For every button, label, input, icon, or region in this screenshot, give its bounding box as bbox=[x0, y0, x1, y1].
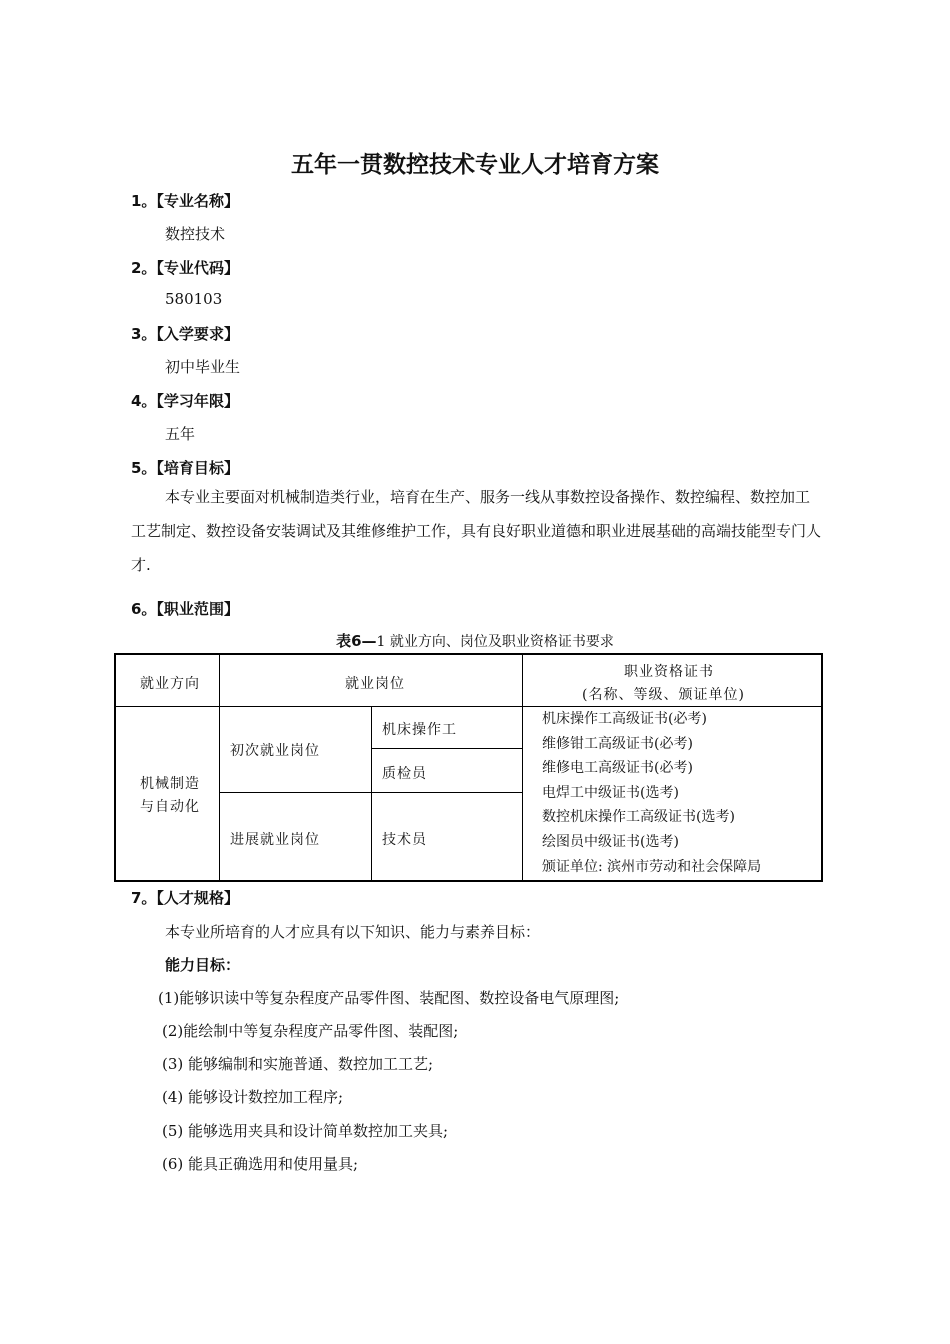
admission-value: 初中毕业生 bbox=[165, 358, 241, 376]
post-machine-operator: 机床操作工 bbox=[382, 722, 457, 738]
table-group-divider bbox=[219, 792, 522, 793]
certificate-item: 维修钳工高级证书(必考) bbox=[542, 735, 693, 752]
table-post-divider bbox=[371, 748, 522, 749]
post-quality-inspector: 质检员 bbox=[382, 766, 427, 782]
direction-line2: 与自动化 bbox=[140, 799, 200, 815]
table-caption bbox=[0, 630, 950, 651]
certificate-issuer: 颁证单位: 滨州市劳动和社会保障局 bbox=[542, 858, 762, 875]
direction-line1: 机械制造 bbox=[140, 776, 200, 792]
table-caption-text: 1 就业方向、岗位及职业资格证书要求 bbox=[376, 634, 614, 650]
certificate-item: 维修电工高级证书(必考) bbox=[542, 760, 693, 777]
certificate-item: 数控机床操作工高级证书(选考) bbox=[542, 809, 735, 826]
header-direction: 就业方向 bbox=[140, 676, 200, 692]
section-heading-major-name: 1。【专业名称】 bbox=[131, 192, 239, 210]
section-heading-objective: 5。【培育目标】 bbox=[131, 459, 239, 477]
header-cert-line1: 职业资格证书 bbox=[624, 664, 714, 680]
ability-item: (4) 能够设计数控加工程序; bbox=[162, 1088, 344, 1106]
objective-paragraph: 本专业主要面对机械制造类行业，培育在生产、服务一线从事数控设备操作、数控编程、数控加工工艺制定、数控设备安装调试及其维修维护工作，具有良好职业道德和职业进展基础的高端技能型专门人才. bbox=[131, 488, 822, 574]
header-cert-line2: (名称、等级、颁证单位) bbox=[582, 687, 745, 703]
table-col-divider-1 bbox=[219, 655, 220, 880]
page-title: 五年一贯数控技术专业人才培育方案 bbox=[291, 152, 659, 178]
certificate-item: 电焊工中级证书(选考) bbox=[542, 784, 679, 801]
section-heading-duration: 4。【学习年限】 bbox=[131, 392, 239, 410]
ability-item: (6) 能具正确选用和使用量具; bbox=[162, 1155, 359, 1173]
section-heading-major-code: 2。【专业代码】 bbox=[131, 259, 239, 277]
talent-spec-intro: 本专业所培育的人才应具有以下知识、能力与素养目标： bbox=[165, 923, 541, 941]
certificate-item: 机床操作工高级证书(必考) bbox=[542, 711, 707, 727]
ability-item: (2)能绘制中等复杂程度产品零件图、装配图; bbox=[162, 1022, 459, 1040]
ability-item: (3) 能够编制和实施普通、数控加工工艺; bbox=[162, 1055, 434, 1073]
ability-item: (5) 能够选用夹具和设计简单数控加工夹具; bbox=[162, 1122, 449, 1140]
group-initial-post: 初次就业岗位 bbox=[230, 743, 320, 759]
section-heading-talent-spec: 7。【人才规格】 bbox=[131, 889, 239, 907]
ability-heading: 能力目标： bbox=[165, 956, 241, 974]
major-code-value: 580103 bbox=[165, 290, 223, 308]
certificate-item: 绘图员中级证书(选考) bbox=[542, 833, 679, 850]
table-col-divider-3 bbox=[522, 655, 523, 880]
group-advanced-post: 进展就业岗位 bbox=[230, 832, 320, 848]
duration-value: 五年 bbox=[165, 425, 196, 443]
certificate-list bbox=[542, 707, 761, 879]
section-heading-admission: 3。【入学要求】 bbox=[131, 325, 239, 343]
section-heading-career-scope: 6。【职业范围】 bbox=[131, 600, 239, 618]
table-caption-number: 表6— bbox=[336, 632, 377, 650]
table-col-divider-2 bbox=[371, 706, 372, 880]
ability-item: (1)能够识读中等复杂程度产品零件图、装配图、数控设备电气原理图; bbox=[158, 989, 620, 1007]
post-technician: 技术员 bbox=[382, 832, 427, 848]
major-name-value: 数控技术 bbox=[165, 225, 226, 243]
header-post: 就业岗位 bbox=[345, 676, 405, 692]
